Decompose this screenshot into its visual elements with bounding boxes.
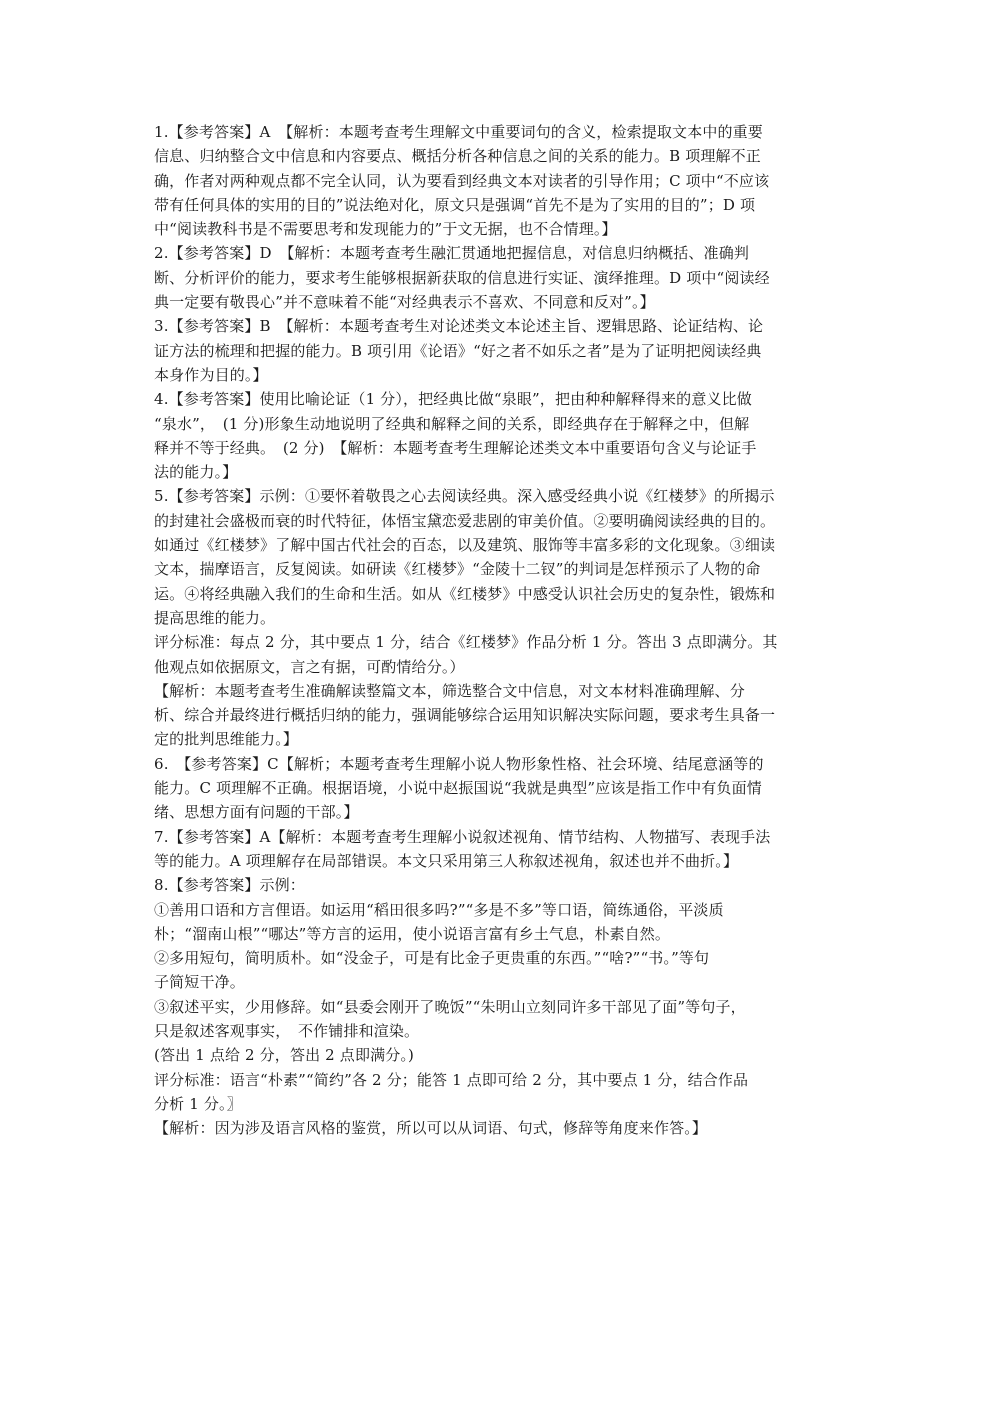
text-line: 释并不等于经典。 (2 分) 【解析：本题考查考生理解论述类文本中重要语句含义与论证手 (154, 438, 757, 457)
text-line: ③叙述平实，少用修辞。如“县委会刚开了晚饭”“朱明山立刻同许多干部见了面”等句子， (154, 997, 746, 1016)
text-line: 如通过《红楼梦》了解中国古代社会的百态，以及建筑、服饰等丰富多彩的文化现象。③细读 (154, 536, 776, 555)
text-line: 1.【参考答案】A 【解析：本题考查考生理解文中重要词句的含义，检索提取文本中的重要 (154, 123, 763, 141)
text-line: ②多用短句，简明质朴。如“没金子，可是有比金子更贵重的东西。”“啥?”“书。”等句 (154, 949, 710, 968)
text-line: 文本，揣摩语言，反复阅读。如研读《红楼梦》“金陵十二钗”的判词是怎样预示了人物的命 (154, 560, 761, 579)
text-line: 断、分析评价的能力，要求考生能够根据新获取的信息进行实证、演绎推理。D 项中“阅读经 (154, 268, 770, 287)
text-line: 评分标准：语言“朴素”“简约”各 2 分；能答 1 点即可给 2 分，其中要点 1 分，结合作品 (154, 1070, 749, 1089)
text-line: (答出 1 点给 2 分，答出 2 点即满分。) (154, 1046, 415, 1065)
text-line: 【解析：因为涉及语言风格的鉴赏，所以可以从词语、句式，修辞等角度来作答。】 (154, 1119, 708, 1138)
text-line: 只是叙述客观事实， 不作铺排和渲染。 (154, 1021, 420, 1040)
text-line: 2.【参考答案】D 【解析：本题考查考生融汇贯通地把握信息，对信息归纳概括、准确判 (154, 244, 749, 263)
text-line: 法的能力。】 (154, 463, 238, 482)
text-line: 7.【参考答案】A【解析：本题考查考生理解小说叙述视角、情节结构、人物描写、表现手法 (154, 827, 771, 846)
text-line: 证方法的梳理和把握的能力。B 项引用《论语》“好之者不如乐之者”是为了证明把阅读经典 (154, 341, 762, 360)
text-line: 运。④将经典融入我们的生命和生活。如从《红楼梦》中感受认识社会历史的复杂性，锻炼和 (154, 584, 776, 603)
text-line: 中“阅读教科书是不需要思考和发现能力的”于文无据，也不合情理。】 (154, 220, 617, 239)
text-line: 【解析：本题考查考生准确解读整篇文本，筛选整合文中信息，对文本材料准确理解、分 (154, 681, 745, 700)
text-line: 信息、归纳整合文中信息和内容要点、概括分析各种信息之间的关系的能力。B 项理解不正 (154, 147, 761, 166)
text-line: “泉水”， (1 分)形象生动地说明了经典和解释之间的关系，即经典存在于解释之中，但解 (154, 414, 750, 433)
text-line: 4.【参考答案】使用比喻论证（1 分），把经典比做“泉眼”，把由种种解释得来的意义比做 (154, 390, 752, 409)
text-line: 子简短干净。 (154, 973, 245, 992)
text-line: 分析 1 分。〗 (154, 1094, 242, 1113)
text-line: 他观点如依据原文，言之有据，可酌情给分。） (154, 657, 465, 676)
text-line: ①善用口语和方言俚语。如运用“稻田很多吗?”“多是不多”等口语，简练通俗，平淡质 (154, 900, 724, 919)
text-line: 等的能力。A 项理解存在局部错误。本文只采用第三人称叙述视角，叙述也并不曲折。】 (154, 851, 739, 870)
text-line: 评分标准：每点 2 分，其中要点 1 分，结合《红楼梦》作品分析 1 分。答出 3 点即满分。其 (154, 633, 778, 652)
text-line: 定的批判思维能力。】 (154, 730, 299, 749)
text-line: 朴；“溜南山根”“哪达”等方言的运用，使小说语言富有乡土气息，朴素自然。 (154, 924, 671, 943)
text-line: 析、综合并最终进行概括归纳的能力，强调能够综合运用知识解决实际问题，要求考生具备一 (154, 706, 776, 725)
answer-key-document (154, 120, 848, 1140)
text-line: 能力。C 项理解不正确。根据语境，小说中赵振国说“我就是典型”应该是指工作中有负面情 (154, 779, 762, 798)
text-line: 本身作为目的。】 (154, 365, 268, 384)
text-line: 绪、思想方面有问题的干部。】 (154, 803, 359, 822)
text-line: 6. 【参考答案】C【解析；本题考查考生理解小说人物形象性格、社会环境、结尾意涵等的 (154, 754, 764, 773)
text-line: 典一定要有敬畏心”并不意味着不能“对经典表示不喜欢、不同意和反对”。】 (154, 293, 655, 312)
text-line: 提高思维的能力。 (154, 608, 276, 627)
text-line: 带有任何具体的实用的目的”说法绝对化，原文只是强调“首先不是为了实用的目的”；D 项 (154, 195, 756, 214)
text-line: 3.【参考答案】B 【解析：本题考查考生对论述类文本论述主旨、逻辑思路、论证结构、论 (154, 317, 764, 336)
text-line: 5.【参考答案】示例：①要怀着敬畏之心去阅读经典。深入感受经典小说《红楼梦》的所揭示 (154, 487, 775, 506)
text-line: 的封建社会盛极而衰的时代特征，体悟宝黛恋爱悲剧的审美价值。②要明确阅读经典的目的。 (154, 511, 776, 530)
text-line: 确，作者对两种观点都不完全认同，认为要看到经典文本对读者的引导作用；C 项中“不应该 (154, 171, 770, 190)
text-line: 8.【参考答案】示例： (154, 876, 305, 895)
